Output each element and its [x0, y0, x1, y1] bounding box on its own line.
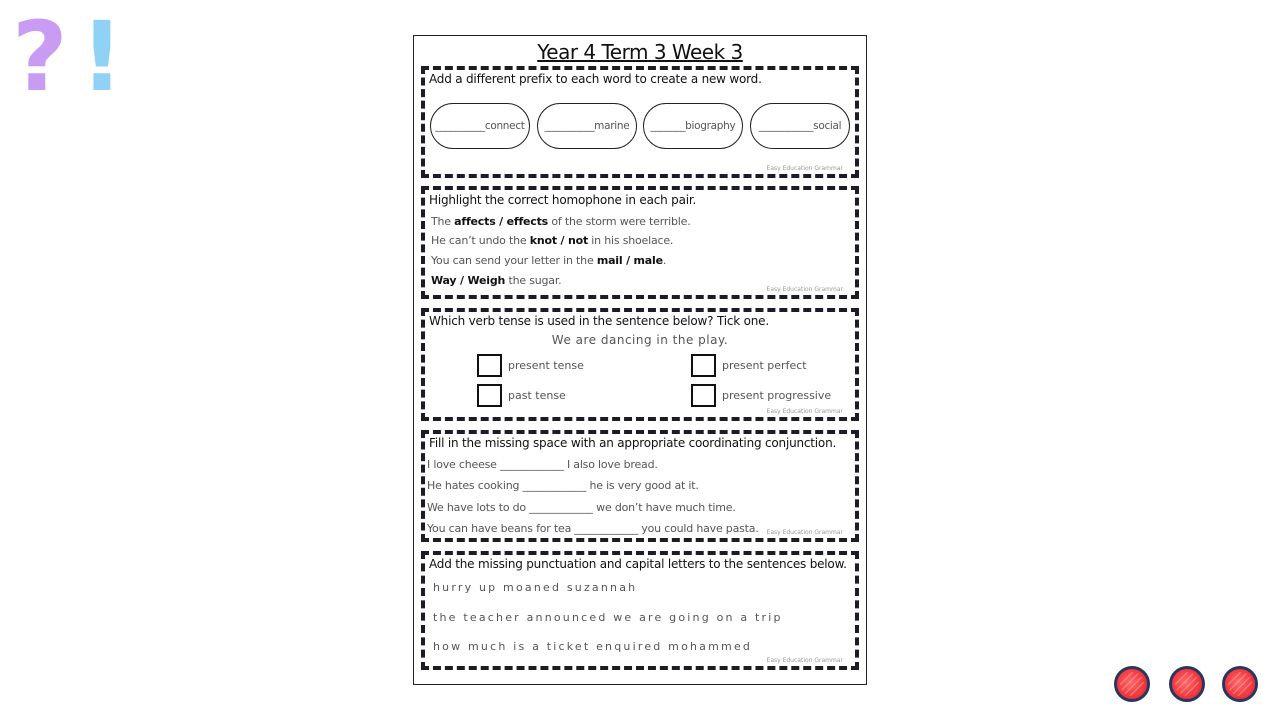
checkbox[interactable] [477, 354, 502, 377]
section-homophones [421, 186, 859, 299]
red-bubble-decoration-2 [1169, 666, 1205, 702]
prefix-word-4: ___________social [750, 103, 850, 149]
checkbox[interactable] [691, 384, 716, 407]
option-present-tense[interactable] [477, 354, 584, 377]
verb-tense-sentence: We are dancing in the play. [551, 333, 729, 347]
section-conjunctions [421, 430, 859, 542]
option-present-progressive[interactable] [691, 384, 831, 407]
punctuation-sentence-1: hurry up moaned suzannah [433, 581, 638, 594]
option-past-tense[interactable] [477, 384, 566, 407]
punctuation-sentence-3: how much is a ticket enquired mohammed [433, 640, 753, 653]
option-present-perfect[interactable] [691, 354, 807, 377]
prefix-word-2: __________marine [537, 103, 637, 149]
conjunction-sentence-1: I love cheese ____________ I also love bread. [427, 458, 658, 471]
option-label: present tense [508, 359, 584, 372]
section-credit: Easy Education Grammar [766, 286, 843, 293]
prefix-word-3: _______biography [643, 103, 743, 149]
red-bubble-decoration-1 [1114, 666, 1150, 702]
section-credit: Easy Education Grammar [766, 529, 843, 536]
checkbox[interactable] [691, 354, 716, 377]
worksheet-title: Year 4 Term 3 Week 3 [537, 40, 743, 64]
homophone-sentence-4: Way / Weigh the sugar. [431, 274, 562, 287]
section-punctuation [421, 551, 859, 670]
section-credit: Easy Education Grammar [766, 657, 843, 664]
section-prefix-instruction: Add a different prefix to each word to create a new word. [429, 72, 762, 86]
section-verb-tense [421, 308, 859, 421]
conjunction-sentence-3: We have lots to do ____________ we don’t have much time. [427, 501, 736, 514]
section-credit: Easy Education Grammar [766, 408, 843, 415]
homophone-sentence-1: The affects / effects of the storm were terrible. [431, 215, 691, 228]
conjunction-sentence-2: He hates cooking ____________ he is very good at it. [427, 479, 699, 492]
conjunction-sentence-4: You can have beans for tea ____________ you could have pasta. [427, 522, 759, 535]
option-label: present progressive [722, 389, 832, 402]
worksheet [413, 35, 867, 685]
homophone-sentence-2: He can’t undo the knot / not in his shoelace. [431, 234, 674, 247]
question-mark-decoration: ? [12, 1, 68, 113]
option-label: past tense [508, 389, 566, 402]
checkbox[interactable] [477, 384, 502, 407]
section-conjunctions-instruction: Fill in the missing space with an appropriate coordinating conjunction. [429, 436, 837, 450]
section-punctuation-instruction: Add the missing punctuation and capital letters to the sentences below. [429, 557, 847, 571]
prefix-word-1: __________connect [430, 103, 530, 149]
section-homophones-instruction: Highlight the correct homophone in each pair. [429, 193, 697, 207]
red-bubble-decoration-3 [1222, 666, 1258, 702]
punctuation-sentence-2: the teacher announced we are going on a trip [433, 611, 783, 624]
option-label: present perfect [722, 359, 807, 372]
section-credit: Easy Education Grammar [766, 165, 843, 172]
homophone-sentence-3: You can send your letter in the mail / male. [431, 254, 667, 267]
section-prefix [421, 66, 859, 178]
section-verb-tense-instruction: Which verb tense is used in the sentence below? Tick one. [429, 314, 769, 328]
exclamation-mark-decoration: ! [80, 1, 124, 113]
